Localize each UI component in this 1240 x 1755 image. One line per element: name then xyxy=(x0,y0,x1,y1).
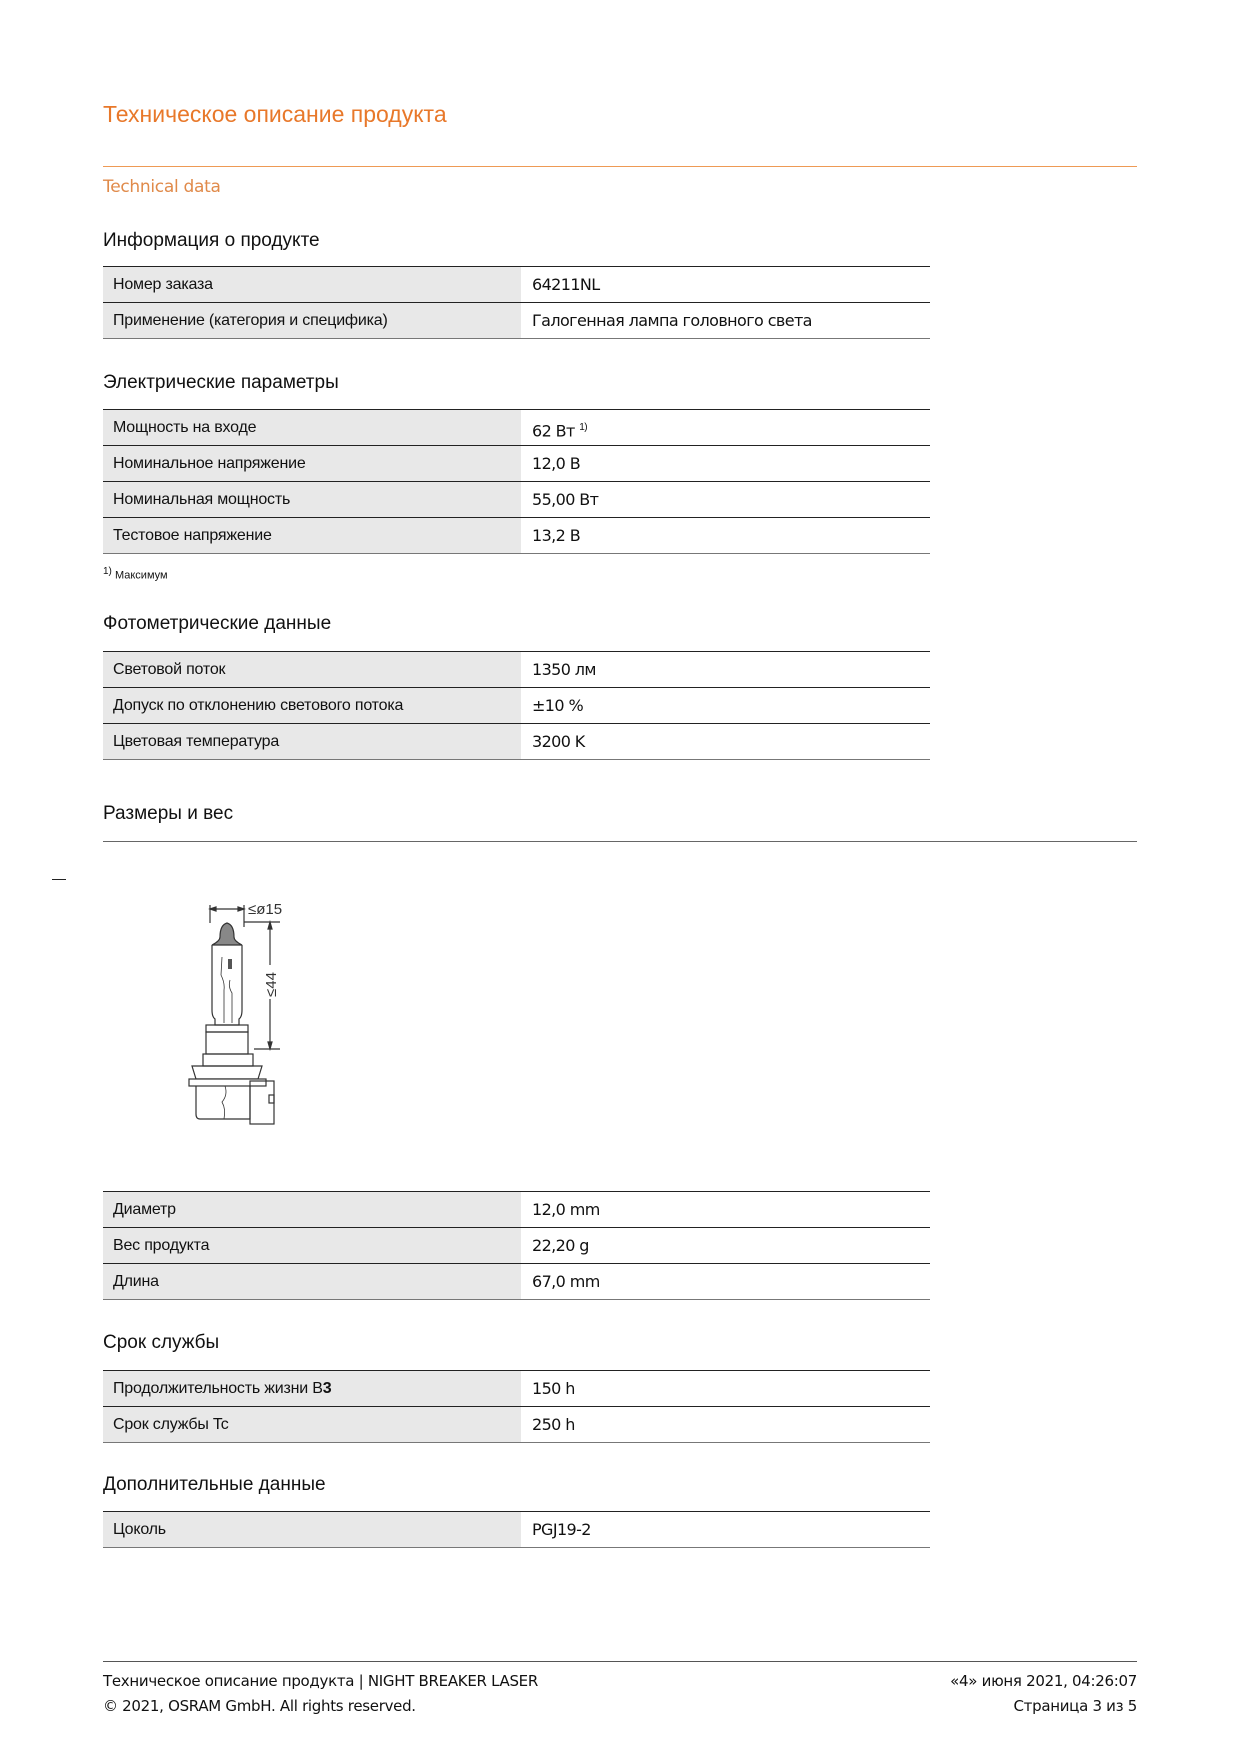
row-label: Номинальная мощность xyxy=(103,482,521,517)
value-text: 62 Вт xyxy=(532,421,575,441)
table-row xyxy=(103,1263,930,1300)
arrow-icon xyxy=(238,907,244,911)
table-row xyxy=(103,1406,930,1443)
row-value: 13,2 В xyxy=(532,526,581,545)
base-body xyxy=(196,1086,250,1119)
table-row xyxy=(103,687,930,723)
height-label: ≤44 xyxy=(263,972,280,997)
table-row xyxy=(103,409,930,445)
row-value: 3200 K xyxy=(532,732,585,751)
row-value: 22,20 g xyxy=(532,1236,589,1255)
lifetime-table xyxy=(103,1370,930,1443)
table-row xyxy=(103,1191,930,1227)
table-row xyxy=(103,445,930,481)
row-label: Номер заказа xyxy=(103,267,521,302)
electrical-table xyxy=(103,409,930,554)
table-row xyxy=(103,1370,930,1406)
base-flange xyxy=(192,1066,262,1079)
row-value: 150 h xyxy=(532,1379,575,1398)
row-label: Применение (категория и специфика) xyxy=(103,303,521,338)
footer-doc-title: Техническое описание продукта | NIGHT BREAKER LASER xyxy=(103,1672,538,1690)
margin-dash xyxy=(52,879,66,880)
base-collar xyxy=(206,1025,248,1032)
footnote-text: Максимум xyxy=(114,569,168,582)
dimensions-divider xyxy=(103,841,1137,842)
label-suffix: 3 xyxy=(322,1380,332,1397)
section-heading-product-info: Информация о продукте xyxy=(103,230,320,251)
table-row xyxy=(103,723,930,760)
row-value: 64211NL xyxy=(532,275,600,294)
bulb-tip xyxy=(212,923,242,945)
arrow-icon xyxy=(210,907,216,911)
row-value: 1350 лм xyxy=(532,660,596,679)
table-row xyxy=(103,1511,930,1548)
section-heading-additional: Дополнительные данные xyxy=(103,1474,326,1495)
footnote xyxy=(103,566,168,582)
row-label: Номинальное напряжение xyxy=(103,446,521,481)
row-value xyxy=(521,410,930,445)
row-value: 12,0 В xyxy=(532,454,581,473)
row-label: Длина xyxy=(103,1264,521,1299)
row-label: Цветовая температура xyxy=(103,724,521,759)
footnote-ref: 1) xyxy=(579,422,587,433)
page-title: Техническое описание продукта xyxy=(103,101,447,127)
row-label: Срок службы Tc xyxy=(103,1407,521,1442)
diameter-label: ≤ø15 xyxy=(248,901,283,918)
arrow-icon xyxy=(268,922,272,929)
arrow-icon xyxy=(268,1042,272,1049)
row-label: Световой поток xyxy=(103,652,521,687)
footnote-mark: 1) xyxy=(103,566,112,577)
table-row xyxy=(103,517,930,554)
label-text: Продолжительность жизни B xyxy=(113,1380,323,1397)
table-row xyxy=(103,651,930,687)
footer-copyright: © 2021, OSRAM GmbH. All rights reserved. xyxy=(103,1697,416,1715)
footer-datetime: «4» июня 2021, 04:26:07 xyxy=(950,1672,1137,1690)
row-value: 55,00 Вт xyxy=(532,490,599,509)
row-label: Мощность на входе xyxy=(103,410,521,445)
row-value: PGJ19-2 xyxy=(532,1520,591,1539)
row-label: Диаметр xyxy=(103,1192,521,1227)
row-label: Допуск по отклонению светового потока xyxy=(103,688,521,723)
photometric-table xyxy=(103,651,930,760)
row-value: ±10 % xyxy=(532,696,584,715)
title-divider xyxy=(103,166,1137,167)
row-label: Тестовое напряжение xyxy=(103,518,521,553)
table-row xyxy=(103,302,930,339)
lamp-dimension-drawing xyxy=(170,895,320,1140)
dimensions-table xyxy=(103,1191,930,1300)
row-label: Вес продукта xyxy=(103,1228,521,1263)
page-subtitle: Technical data xyxy=(103,177,221,197)
additional-table xyxy=(103,1511,930,1548)
footer-divider xyxy=(103,1661,1137,1662)
table-row xyxy=(103,481,930,517)
section-heading-lifetime: Срок службы xyxy=(103,1332,220,1353)
row-value: 67,0 mm xyxy=(532,1272,600,1291)
product-info-table xyxy=(103,266,930,339)
section-heading-electrical: Электрические параметры xyxy=(103,372,339,393)
bulb-glass xyxy=(212,945,242,1025)
footer-page-number: Страница 3 из 5 xyxy=(1013,1697,1137,1715)
section-heading-dimensions: Размеры и вес xyxy=(103,803,234,824)
row-value: 250 h xyxy=(532,1415,575,1434)
section-heading-photometric: Фотометрические данные xyxy=(103,613,332,634)
filament-lead xyxy=(221,957,224,1023)
filament xyxy=(228,959,232,969)
row-value: Галогенная лампа головного света xyxy=(532,311,812,330)
row-value: 12,0 mm xyxy=(532,1200,600,1219)
table-row xyxy=(103,1227,930,1263)
row-label: Цоколь xyxy=(103,1512,521,1547)
table-row xyxy=(103,266,930,302)
row-label xyxy=(103,1371,521,1406)
